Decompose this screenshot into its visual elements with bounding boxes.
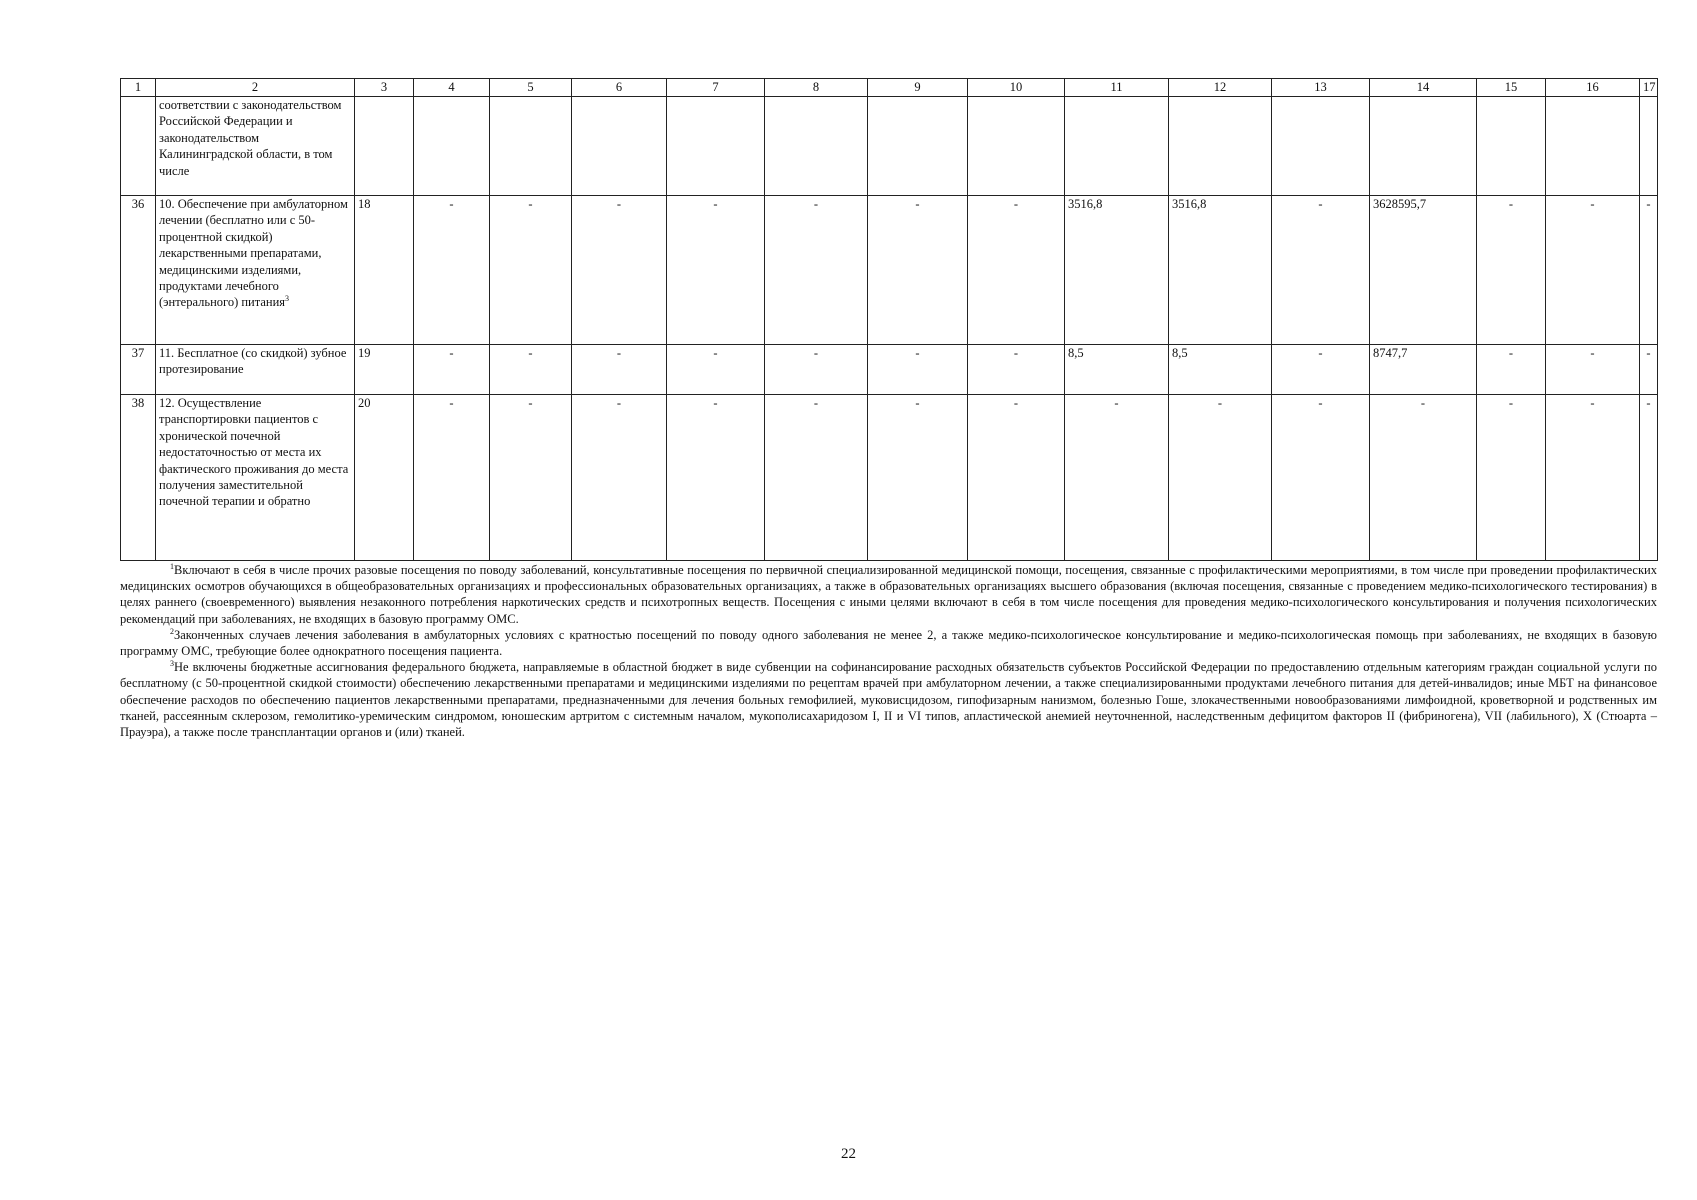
value-cell: -	[968, 345, 1065, 395]
column-header: 13	[1272, 79, 1370, 97]
row-code-cell: 20	[355, 395, 414, 561]
value-cell: -	[868, 196, 968, 345]
column-header: 8	[765, 79, 868, 97]
footnote-mark: 3	[170, 659, 174, 669]
column-header: 10	[968, 79, 1065, 97]
value-cell: 3516,8	[1169, 196, 1272, 345]
footnote-mark: 1	[170, 561, 174, 571]
row-number-cell: 37	[121, 345, 156, 395]
value-cell: -	[667, 345, 765, 395]
value-cell: -	[765, 345, 868, 395]
table-row	[121, 395, 1658, 561]
value-cell: -	[765, 395, 868, 561]
table-row-continuation	[121, 97, 1658, 196]
page-number: 22	[841, 1146, 856, 1162]
column-header: 11	[1065, 79, 1169, 97]
footnote-ref: 3	[285, 294, 290, 304]
footnote-mark: 2	[170, 626, 174, 636]
value-cell: -	[868, 395, 968, 561]
footnote-text: Не включены бюджетные ассигнования федерального бюджета, направляемые в областной бюджет в виде субвенции на софинансирование расходных обязательств субъектов Российской Федерации по предоставлению отдельным категориям граждан социальной услуги по бесплатному (с 50-процентной скидкой стоимости) обеспечению лекарственными препаратами и медицинскими изделиями по рецептам врачей при амбулаторном лечении, а также специализированными продуктами лечебного питания для детей-инвалидов; иные МБТ на финансовое обеспечение расходов по обеспечению пациентов лекарственными препаратами, предназначенными для лечения больных гемофилией, муковисцидозом, гипофизарным нанизмом, болезнью Гоше, злокачественными новообразованиями лимфоидной, кроветворной и родственных им тканей, рассеянным склерозом, гемолитико-уремическим синдромом, юношеским артритом с системным началом, мукополисахаридозом I, II и VI типов, апластической анемией неуточненной, наследственным дефицитом факторов II (фибриногена), VII (лабильного), X (Стюарта – Прауэра), а также после трансплантации органов и (или) тканей.	[120, 660, 1657, 740]
column-header: 7	[667, 79, 765, 97]
value-cell: -	[765, 196, 868, 345]
column-header: 4	[414, 79, 490, 97]
column-header: 6	[572, 79, 667, 97]
value-cell: 8,5	[1065, 345, 1169, 395]
value-cell: -	[1546, 345, 1640, 395]
table-header-row	[121, 79, 1658, 97]
value-cell: -	[490, 345, 572, 395]
value-cell: -	[1640, 395, 1658, 561]
row-code-cell: 18	[355, 196, 414, 345]
value-cell: -	[1546, 196, 1640, 345]
value-cell: -	[414, 196, 490, 345]
value-cell: -	[414, 345, 490, 395]
column-header: 14	[1370, 79, 1477, 97]
value-cell: -	[968, 395, 1065, 561]
value-cell: -	[667, 395, 765, 561]
value-cell: -	[490, 196, 572, 345]
row-number-cell: 38	[121, 395, 156, 561]
value-cell: -	[414, 395, 490, 561]
footnote-text: Включают в себя в числе прочих разовые посещения по поводу заболеваний, консультативные посещения по первичной специализированной медицинской помощи, посещения, связанные с профилактическими мероприятиями, в том числе при проведении профилактических медицинских осмотров обучающихся в общеобразовательных организациях и профессиональных образовательных организациях, а также в образовательных организациях высшего образования (включая посещения, связанные с проведением медико-психологического тестирования) в целях раннего (своевременного) выявления незаконного потребления наркотических средств и психотропных веществ. Посещения с иными целями включают в себя в том числе посещения для проведения медико-психологического консультирования и получения психологических рекомендаций при заболеваниях, не входящих в базовую программу ОМС.	[120, 563, 1657, 626]
value-cell: 8,5	[1169, 345, 1272, 395]
row-name-cell: 12. Осуществление транспортировки пациентов с хронической почечной недостаточностью от места их фактического проживания до места получения заместительной почечной терапии и обратно	[156, 395, 355, 561]
value-cell: -	[1169, 395, 1272, 561]
value-cell: -	[1546, 395, 1640, 561]
value-cell: 3516,8	[1065, 196, 1169, 345]
column-header: 15	[1477, 79, 1546, 97]
table-row	[121, 196, 1658, 345]
footnote-3	[120, 659, 1657, 740]
column-header: 3	[355, 79, 414, 97]
row-name-text: 10. Обеспечение при амбулаторном лечении (бесплатно или с 50-процентной скидкой) лекарственными препаратами, медицинскими изделиями, продуктами лечебного (энтерального) питания	[159, 197, 348, 310]
column-header: 17	[1640, 79, 1658, 97]
column-header: 9	[868, 79, 968, 97]
column-header: 16	[1546, 79, 1640, 97]
value-cell: -	[1640, 196, 1658, 345]
footnotes	[120, 562, 1657, 740]
value-cell: -	[1477, 196, 1546, 345]
value-cell: -	[572, 395, 667, 561]
footnote-text: Законченных случаев лечения заболевания в амбулаторных условиях с кратностью посещений по поводу одного заболевания не менее 2, а также медико-психологическое консультирование и медико-психологическая помощь при заболеваниях, не входящих в базовую программу ОМС, требующие более однократного посещения пациента.	[120, 627, 1657, 659]
value-cell: -	[572, 345, 667, 395]
value-cell: -	[1477, 395, 1546, 561]
footnote-2	[120, 627, 1657, 659]
value-cell: -	[667, 196, 765, 345]
row-name-cell	[156, 196, 355, 345]
value-cell: -	[1272, 196, 1370, 345]
value-cell: -	[1272, 345, 1370, 395]
column-header: 1	[121, 79, 156, 97]
value-cell: -	[1065, 395, 1169, 561]
footnote-1	[120, 562, 1657, 627]
column-header: 5	[490, 79, 572, 97]
value-cell: -	[572, 196, 667, 345]
value-cell: 8747,7	[1370, 345, 1477, 395]
row-number-cell: 36	[121, 196, 156, 345]
value-cell: -	[868, 345, 968, 395]
value-cell: -	[968, 196, 1065, 345]
data-table	[120, 78, 1658, 561]
value-cell: -	[490, 395, 572, 561]
row-name-cell: 11. Бесплатное (со скидкой) зубное протезирование	[156, 345, 355, 395]
column-header: 12	[1169, 79, 1272, 97]
value-cell: 3628595,7	[1370, 196, 1477, 345]
value-cell: -	[1370, 395, 1477, 561]
value-cell: -	[1477, 345, 1546, 395]
table-row	[121, 345, 1658, 395]
row-name-cell: соответствии с законодательством Российской Федерации и законодательством Калининградской области, в том числе	[156, 97, 355, 196]
value-cell: -	[1272, 395, 1370, 561]
column-header: 2	[156, 79, 355, 97]
value-cell: -	[1640, 345, 1658, 395]
row-code-cell: 19	[355, 345, 414, 395]
